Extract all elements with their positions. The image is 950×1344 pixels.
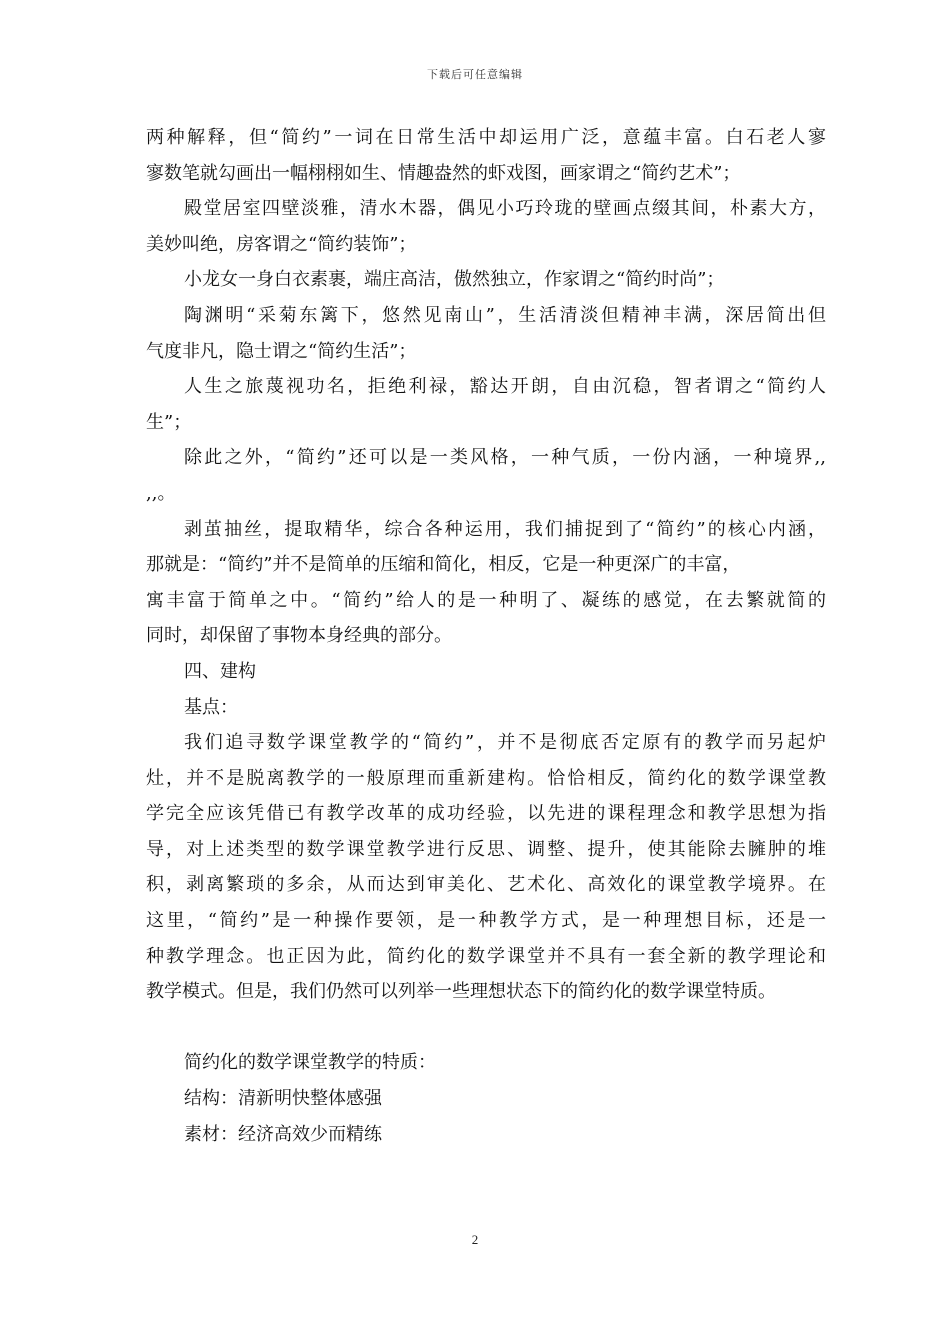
paragraph-start-line: 除此之外，“简约”还可以是一类风格，一种气质，一份内涵，一种境界,, xyxy=(184,447,826,469)
text-line: 美妙叫绝，房客谓之“简约装饰”； xyxy=(146,233,417,255)
list-heading: 简约化的数学课堂教学的特质： xyxy=(184,1052,436,1074)
page-header: 下载后可任意编辑 xyxy=(427,68,523,81)
paragraph-start-line: 陶渊明“采菊东篱下，悠然见南山”，生活清淡但精神丰满，深居简出但 xyxy=(184,304,826,326)
text-line: 积，剥离繁琐的多余，从而达到审美化、艺术化、高效化的课堂教学境界。在 xyxy=(146,874,826,896)
text-line: 种教学理念。也正因为此，简约化的数学课堂并不具有一套全新的教学理论和 xyxy=(146,945,826,967)
text-line: 生”； xyxy=(146,411,192,433)
text-line: 那就是：“简约”并不是简单的压缩和简化，相反，它是一种更深广的丰富， xyxy=(146,554,741,576)
paragraph-start-line: 殿堂居室四壁淡雅，清水木器，偶见小巧玲珑的壁画点缀其间，朴素大方， xyxy=(184,198,826,220)
text-line: ,,。 xyxy=(146,482,176,504)
page-number: 2 xyxy=(471,1232,479,1247)
subsection-label: 基点： xyxy=(184,696,238,718)
list-item: 素材：经济高效少而精练 xyxy=(184,1123,382,1145)
blank-line xyxy=(146,1010,826,1046)
section-heading: 四、建构 xyxy=(184,660,256,682)
paragraph-start-line: 小龙女一身白衣素裹，端庄高洁，傲然独立，作家谓之“简约时尚”； xyxy=(184,269,725,291)
text-line: 教学模式。但是，我们仍然可以列举一些理想状态下的简约化的数学课堂特质。 xyxy=(146,981,776,1003)
list-item: 结构：清新明快整体感强 xyxy=(184,1088,382,1110)
text-line: 气度非凡，隐士谓之“简约生活”； xyxy=(146,340,417,362)
paragraph-start-line: 人生之旅蔑视功名，拒绝利禄，豁达开朗，自由沉稳，智者谓之“简约人 xyxy=(184,376,826,398)
text-line: 寥数笔就勾画出一幅栩栩如生、情趣盎然的虾戏图，画家谓之“简约艺术”； xyxy=(146,162,741,184)
text-line: 寓丰富于简单之中。“简约”给人的是一种明了、凝练的感觉，在去繁就简的 xyxy=(146,589,826,611)
text-line: 灶，并不是脱离教学的一般原理而重新建构。恰恰相反，简约化的数学课堂教 xyxy=(146,767,826,789)
paragraph-start-line: 我们追寻数学课堂教学的“简约”，并不是彻底否定原有的教学而另起炉 xyxy=(184,732,826,754)
paragraph-start-line: 剥茧抽丝，提取精华，综合各种运用，我们捕捉到了“简约”的核心内涵， xyxy=(184,518,826,540)
text-line: 两种解释，但“简约”一词在日常生活中却运用广泛，意蕴丰富。白石老人寥 xyxy=(146,127,826,148)
text-line: 同时，却保留了事物本身经典的部分。 xyxy=(146,625,452,647)
document-body xyxy=(146,120,826,1152)
text-line: 这里，“简约”是一种操作要领，是一种教学方式，是一种理想目标，还是一 xyxy=(146,910,826,932)
text-line: 导，对上述类型的数学课堂教学进行反思、调整、提升，使其能除去臃肿的堆 xyxy=(146,838,826,860)
text-line: 学完全应该凭借已有教学改革的成功经验，以先进的课程理念和教学思想为指 xyxy=(146,803,826,825)
